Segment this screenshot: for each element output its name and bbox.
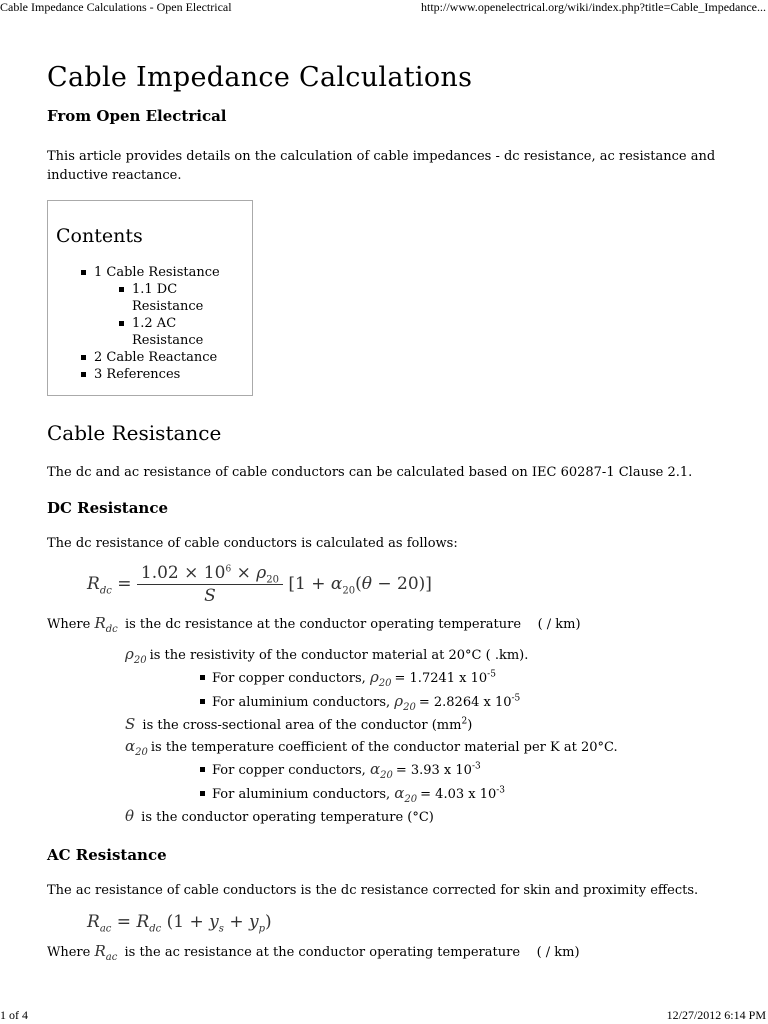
theta-symbol: θ (125, 807, 135, 825)
alpha-aluminium-item: For aluminium conductors, $\alpha_{20} = 4.03$ x $10^{-3}$ (200, 782, 737, 806)
bullet-icon (200, 699, 205, 704)
ac-resistance-text: The ac resistance of cable conductors is the dc resistance corrected for skin and proximity effects. (47, 883, 699, 898)
toc-item-dc-resistance[interactable]: 1.1 DC Resistance (56, 281, 244, 315)
theta-definition: θ is the conductor operating temperature (°C) (125, 807, 434, 825)
alpha-copper-item: For copper conductors, $\alpha_{20} = 3.93$ x $10^{-3}$ (200, 758, 737, 782)
article-body (47, 62, 737, 962)
print-timestamp: 12/27/2012 6:14 PM (666, 1008, 766, 1022)
section-heading-cable-resistance: Cable Resistance (47, 421, 222, 445)
bullet-icon (81, 270, 86, 275)
rho-symbol: $\rho_{20}$ (125, 645, 147, 666)
s-symbol: S (125, 715, 136, 733)
intro-paragraph: This article provides details on the calculation of cable impedances - dc resistance, ac resistance and inductive reactance. (47, 149, 716, 183)
toc-item-cable-resistance[interactable]: 1 Cable Resistance (56, 264, 244, 281)
toc-item-ac-resistance[interactable]: 1.2 AC Resistance (56, 315, 244, 349)
section-heading-dc-resistance: DC Resistance (47, 499, 168, 517)
variable-definitions (125, 644, 737, 828)
table-of-contents (47, 200, 253, 396)
rdc-definition: Where $R_{dc}$ is the dc resistance at the conductor operating temperature ( / km) (47, 614, 581, 635)
toc-item-references[interactable]: 3 References (56, 366, 244, 383)
rho-aluminium-item: For aluminium conductors, $\rho_{20} = 2.8264$ x $10^{-5}$ (200, 690, 737, 714)
bullet-icon (200, 791, 205, 796)
article-source: From Open Electrical (47, 107, 227, 125)
section-heading-ac-resistance: AC Resistance (47, 846, 167, 864)
dc-resistance-formula: $R_{dc}$ = $\frac{1.02 \times 10^6 \times \rho_{20}}{S}$ $[1 + \alpha_{20}(\theta - 20)]$ (87, 563, 432, 606)
page-title: Cable Impedance Calculations (47, 62, 473, 93)
bullet-icon (81, 355, 86, 360)
alpha-definition: $\alpha_{20}$ is the temperature coefficient of the conductor material per K at 20°C. (125, 737, 618, 758)
toc-title: Contents (56, 225, 143, 247)
bullet-icon (119, 321, 124, 326)
cable-resistance-text: The dc and ac resistance of cable conductors can be calculated based on IEC 60287-1 Clause 2.1. (47, 465, 693, 480)
rac-symbol: $R_{ac}$ (94, 942, 118, 963)
toc-list (56, 264, 244, 383)
bullet-icon (200, 767, 205, 772)
rho-copper-item: For copper conductors, $\rho_{20} = 1.7241$ x $10^{-5}$ (200, 666, 737, 690)
print-header-url[interactable]: http://www.openelectrical.org/wiki/index.php?title=Cable_Impedance... (421, 0, 766, 14)
alpha-values-list (125, 758, 737, 806)
bullet-icon (81, 372, 86, 377)
dc-resistance-text: The dc resistance of cable conductors is calculated as follows: (47, 536, 458, 551)
ac-resistance-formula: $R_{ac} = R_{dc}$ $(1 + y_s + y_p)$ (87, 912, 272, 935)
print-page-counter: 1 of 4 (0, 1008, 28, 1022)
alpha-symbol: $\alpha_{20}$ (125, 737, 148, 758)
rho-definition: $\rho_{20}$ is the resistivity of the conductor material at 20°C ( .km). (125, 645, 529, 666)
rac-definition: Where $R_{ac}$ is the ac resistance at the conductor operating temperature ( / km) (47, 942, 580, 963)
rho-values-list (125, 666, 737, 714)
rdc-symbol: $R_{dc}$ (94, 614, 118, 635)
print-header-title: Cable Impedance Calculations - Open Electrical (0, 0, 232, 14)
bullet-icon (119, 287, 124, 292)
bullet-icon (200, 675, 205, 680)
toc-item-cable-reactance[interactable]: 2 Cable Reactance (56, 349, 244, 366)
area-definition: S is the cross-sectional area of the conductor $(mm^2)$ (125, 715, 473, 733)
